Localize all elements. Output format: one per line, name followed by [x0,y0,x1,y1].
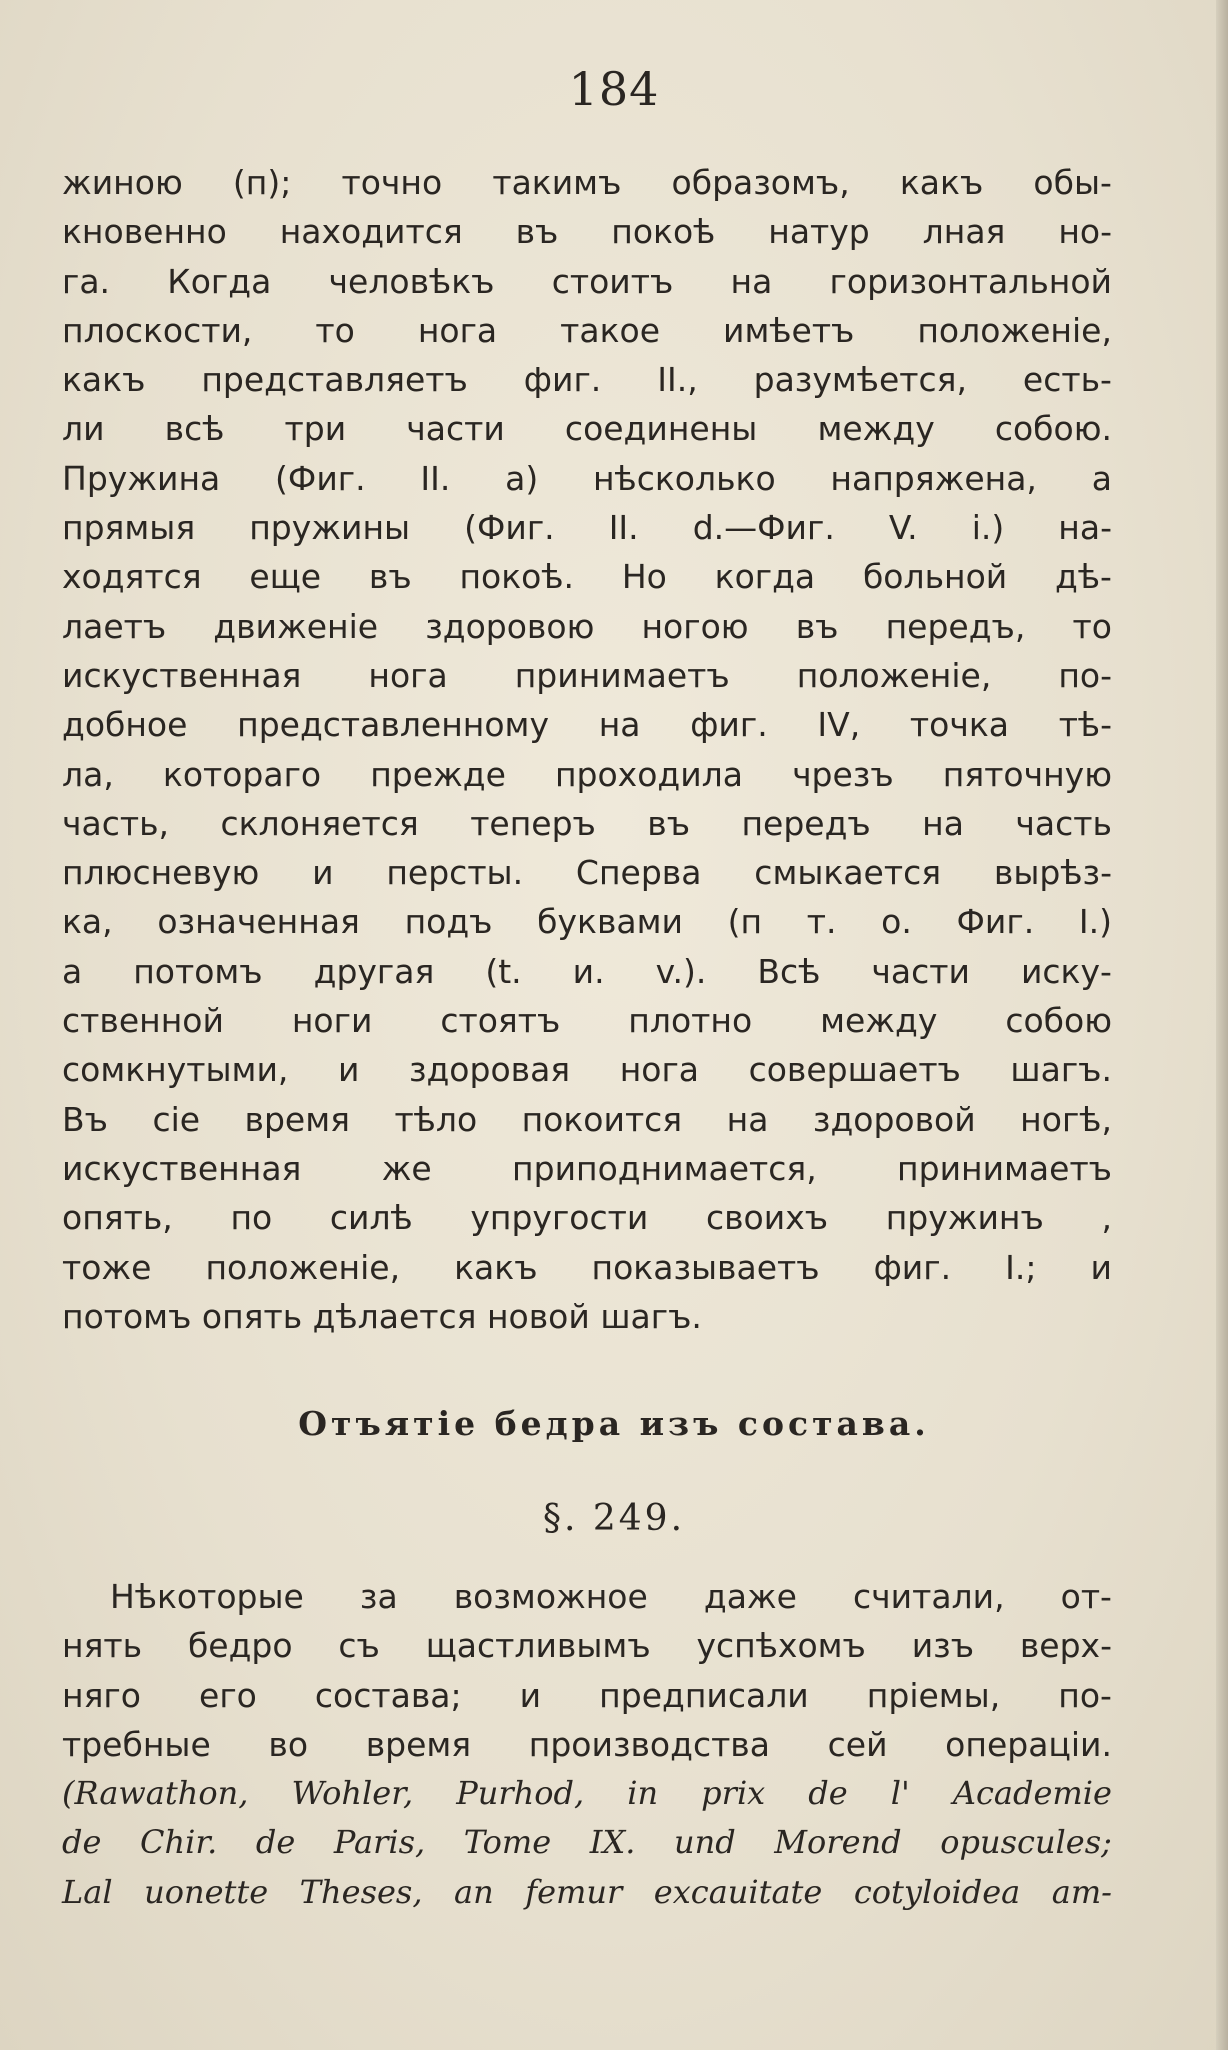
text-line: требные во время производства сей операціи. [62,1724,1112,1764]
text-line: добное представленному на фиг. IV, точка тѣ- [62,705,1112,745]
text-line: Въ сіе время тѣло покоится на здоровой ногѣ, [62,1099,1112,1139]
text-line: а потомъ другая (t. и. v.). Всѣ части иску- [62,951,1112,991]
section-number: §. 249. [542,1498,686,1539]
text-line: плюсневую и персты. Сперва смыкается вырѣз- [62,853,1112,893]
text-line: ка, означенная подъ буквами (п т. о. Фиг. I.) [62,902,1112,942]
text-line: сомкнутыми, и здоровая нога совершаетъ шагъ. [62,1050,1112,1090]
text-line: кновенно находится въ покоѣ натур лная но- [62,212,1112,252]
text-line: искуственная нога принимаетъ положеніе, по- [62,655,1112,695]
text-line: тоже положеніе, какъ показываетъ фиг. I.; и [62,1247,1112,1287]
text-line: искуственная же приподнимается, принимаетъ [62,1148,1112,1188]
text-line: плоскости, то нога такое имѣетъ положеніе, [62,310,1112,350]
text-line: ли всѣ три части соединены между собою. [62,409,1112,449]
page-number: 184 [568,62,660,116]
section-heading: Отъятіе бедра изъ состава. [298,1404,930,1443]
text-line: потомъ опять дѣлается новой шагъ. [62,1296,702,1336]
text-line: Lal uonette Theses, an femur excauitate cotyloidea am- [62,1872,1112,1911]
text-line: de Chir. de Paris, Tome IX. und Morend opuscules; [62,1823,1112,1862]
text-line: Нѣкоторые за возможное даже считали, от- [110,1577,1112,1616]
page-edge [1216,0,1228,2050]
text-line: ственной ноги стоятъ плотно между собою [62,1001,1112,1041]
text-line: прямыя пружины (Фиг. II. d.—Фиг. V. i.) на- [62,508,1112,548]
text-line: опять, по силѣ упругости своихъ пружинъ , [62,1198,1112,1238]
text-line: Пружина (Фиг. II. а) нѣсколько напряжена, а [62,458,1112,498]
second-paragraph [62,1572,1112,1917]
text-line: ходятся еще въ покоѣ. Но когда больной дѣ- [62,557,1112,597]
text-line: жиною (п); точно такимъ образомъ, какъ обы- [62,163,1112,202]
text-line: нять бедро съ щастливымъ успѣхомъ изъ верх- [62,1626,1112,1666]
text-line: (Rawathon, Wohler, Purhod, in prix de l' Academie [62,1774,1112,1813]
text-line: няго его состава; и предписали пріемы, по- [62,1675,1112,1715]
text-line: га. Когда человѣкъ стоитъ на горизонтальной [62,261,1112,301]
body-paragraph [62,158,1112,1341]
text-line: лаетъ движеніе здоровою ногою въ передъ, то [62,606,1112,646]
text-line: какъ представляетъ фиг. II., разумѣется, есть- [62,360,1112,400]
text-line: часть, склоняется теперъ въ передъ на часть [62,803,1112,843]
text-line: ла, котораго прежде проходила чрезъ пяточную [62,754,1112,794]
